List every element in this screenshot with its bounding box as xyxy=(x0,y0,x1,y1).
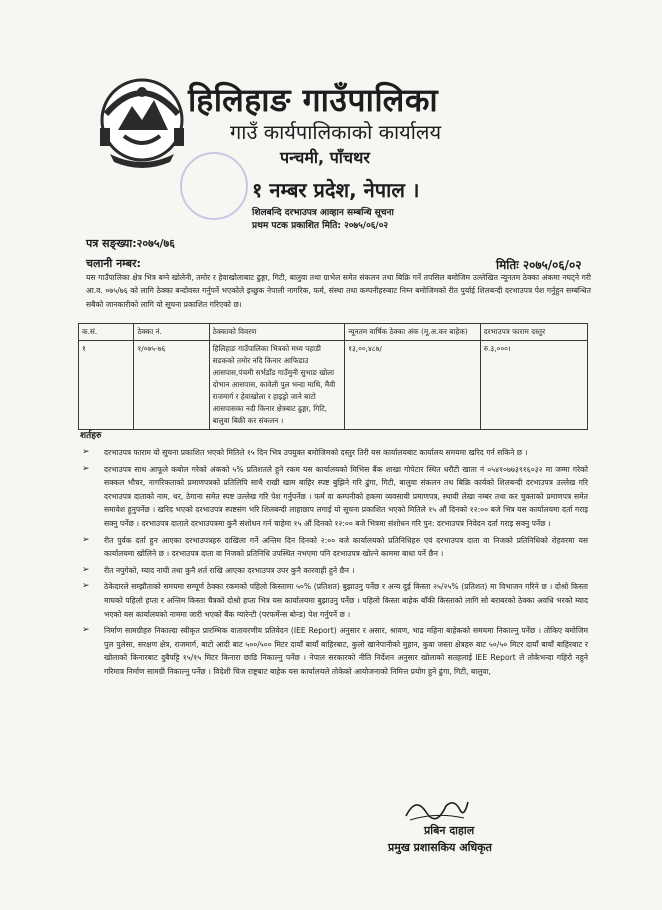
contract-table xyxy=(78,323,588,430)
reference-number: पत्र सङ्ख्या:२०७५/७६ xyxy=(86,237,175,250)
list-item xyxy=(82,580,588,621)
term-text: ठेकेदारले सम्झौताको समयमा सम्पूर्ण ठेक्का रकमको पहिलो किस्तामा ५०% (प्रतिशत) बुझाउनु पर्नेछ र अन्य दुई किस्ता २५/२५% (प्रतिशत) मा विभाजन गरिने छ । दोश्रो किस्ता माघको पहिलो हप्ता र अन्तिम किस्ता चैत्रको दोश्रो हप्ता भित्र यस कार्यालयमा बुझाउनु पर्नेछ । पहिलो किस्ता बाहेक बाँकी किस्ताको लागि सो बराबरको ठेक्का अवधि भरको म्याद भएको यस कार्यालयको नाममा जारी भएको बैंक ग्यारेन्टी (परफर्मेन्स बोन्ड) पेश गर्नुपर्ने छ । xyxy=(104,582,588,619)
arrow-bullet-icon: ➢ xyxy=(82,463,90,474)
term-text: दरभाउपत्र फाराम यो सूचना प्रकाशित भएको मितिले १५ दिन भित्र उपयुक्त बमोजिमको दस्तुर तिरी यस कार्यालयबाट कार्यालय समयमा खरिद गर्न सकिने छ । xyxy=(104,448,528,457)
column-header-description: ठेक्काको विवरण xyxy=(209,324,345,341)
cell-sn: १ xyxy=(79,341,134,430)
list-item xyxy=(82,463,588,531)
municipality-name: हिलिहाङ गाउँपालिका xyxy=(188,81,439,119)
office-location: पन्चमी, पाँचथर xyxy=(280,148,370,167)
arrow-bullet-icon: ➢ xyxy=(82,534,90,545)
office-stamp-icon xyxy=(180,152,248,220)
term-text: दरभाउपत्र साथ आफूले कबोल गरेको अंकको ५% प्रतिशतले हुने रकम यस कार्यालयको मिभिस बैंक शाखा गोपेटार स्थित धरौटी खाता नं ०५४१०७७३९१६०३२ मा जम्मा गरेको सक्कल भौचर, नागरिकताको प्रमाणपत्रको प्रतिलिपि साथै राखी खाम बाहिर स्पष्ट बुझिने गरि ढुंगा, गिटी, बालुवा संकलन तथ बिक्रि कार्यको शिलबन्दी दरभाउपत्र उल्लेख गरि दरभाउपत्र दाताको नाम, थर, ठेगाना समेत स्पष्ट उल्लेख गरि पेश गर्नुपर्नेछ । फर्म वा कम्पनीको हकमा व्यवसायी प्रमाणपत्र, स्थायी लेखा नम्बर तथा कर चुक्ताको प्रमाणपत्र समेत समावेश हुनुपर्नेछ । खरिद भएको दरभाउपत्र स्पष्टसंग भरि शिलबन्दी लाहाछाप लगाई यो सूचना प्रकाशित भएको मितिले १५ औं दिनको १२:०० बजे भित्र यस कार्यालयमा दर्ता गराइ सक्नु पर्नेछ । दरभाउपत्र दाताले दरभाउपत्रमा कुनै संशोधन गर्न चाहेमा १५ औं दिनको १२:०० बजे भित्रमा संशोधन गरि पुन: दरभाउपत्र निवेदन दर्ता गराइ सक्नु पर्नेछ । xyxy=(104,464,588,528)
term-text: रीत पुर्वक दर्ता हुन आएका दरभाउपत्रहरु दाखिला गर्ने अन्तिम दिन दिनको २:०० बजे कार्यालयको प्रतिनिधिहरु एवं दरभाउपत्र दाता वा निजको प्रतिनिधिको रोहवरमा यस कार्यालयमा खोलिने छ । दरभाउपत्र दाता वा निजको प्रतिनिधि उपस्थित नभएमा पनि दरभाउपत्र खोल्ने काममा बाधा पर्ने छैन । xyxy=(104,535,588,559)
cell-min-amount: १३,००,४८७/ xyxy=(345,341,481,430)
office-name: गाउँ कार्यपालिकाको कार्यालय xyxy=(230,120,442,144)
list-item xyxy=(82,624,588,678)
cell-form-fee: रु.३,०००। xyxy=(480,341,587,430)
arrow-bullet-icon: ➢ xyxy=(82,625,90,636)
list-item xyxy=(82,564,588,578)
list-item xyxy=(82,446,588,460)
terms-list xyxy=(82,446,588,682)
cell-description: हिलिहाङ गाउँपालिका भित्रको मध्य पहाडी सडकको तमोर नदि किनार आफिडाउ आसपास,पंचमी सर्भडाँड गाउँमुनी सुभाङ खोला दोभान आसपास, कावेली पुल भन्दा माथि, मैवी राजमार्ग र हेवाखोला र हाइड्रो जाने बाटो आसपासका नदी किनार क्षेत्रबाट ढुङ्गा, गिटि, बालुवा बिक्री कर संकलन । xyxy=(209,341,345,430)
arrow-bullet-icon: ➢ xyxy=(82,447,90,457)
signatory-title: प्रमुख प्रशासकिय अधिकृत xyxy=(388,841,492,854)
arrow-bullet-icon: ➢ xyxy=(82,564,90,575)
term-text: रीत नपुगेको, म्याद नाघी तथा कुनै शर्त राखि आएका दरभाउपत्र उपर कुनै कारवाही हुने छैन । xyxy=(104,565,355,575)
column-header-sn: क.सं. xyxy=(79,324,134,341)
intro-paragraph: यस गाउँपालिका क्षेत्र भित्र बग्ने खोलेनी, तमोर र हेवाखोलाबाट ढुङ्गा, गिटी, बालुवा तथा ग्राभेल समेत संकलन तथा बिक्रि गर्ने तपसिल बमोजिम उल्लेखित न्यूनतम ठेक्का अंकमा नघट्ने गरी आ.व. ०७५/७६ को लागि ठेक्का बन्दोवस्त गर्नुपर्ने भएकोले इच्छुक नेपाली नागरिक, फर्म, संस्था तथा कम्पनीहरुबाट निम्न बमोजिमको रीत पुर्याई शिलबन्दी दरभाउपत्र पेश गर्नुहुन सम्बन्धित सबैको जानकारीको लागि यो सूचना प्रकाशित गरिएको छ। xyxy=(86,273,591,309)
signature-scribble-icon xyxy=(402,792,472,826)
terms-heading: शर्तहरु xyxy=(80,431,102,441)
column-header-min-amount: न्यूनतम वार्षिक ठेक्का अंक (मू.अ.कर बाहेक) xyxy=(345,324,481,341)
table-row xyxy=(79,341,588,430)
term-text: निर्माण सामग्रीहरु निकाल्दा स्वीकृत प्रारम्भिक वातावरणीय प्रतिवेदन (IEE Report) अनुसार र असार, श्रावण, भाद्र महिना बाहेकको समयमा निकाल्नु पर्नेछ । तोकिए बमोजिम पुल पुलेसा, सरक्षण क्षेत्र, राजमार्ग, बाटो आदी बाट ५००/५०० मिटर दायाँ बायाँ बाहिरबाट, कुलो खानेपानीको मुहान, कुवा जस्ता क्षेत्रहरु बाट ५०/५० मिटर दायाँ बायाँ बाहिरबाट र खोलाको किनारबाट दुबैपट्टि १५/१५ मिटर किनारा छाडि निकाल्नु पर्नेछ । नेपाल सरकारको नीति निर्देशन अनुसार खोलाको सतहलाई IEE Report ले तोकेभन्दा गहिरो नहुने गरिमात्र निर्माण सामग्री निकाल्नु पर्नेछ । विदेशी चिज राष्ट्रबाट बाहेक यस कार्यालयले तोकेको आयोजनाको निमित्त प्रयोग हुने ढुंगा, गिटी, बालुवा, xyxy=(104,626,588,676)
cell-contract-no: १/०७५-७६ xyxy=(134,341,209,430)
notice-date: मितिः २०७५/०६/०२ xyxy=(496,258,582,272)
notice-title: शिलबन्दि दरभाउपत्र आव्हान सम्बन्धि सूचना xyxy=(252,208,394,218)
dispatch-number: चलानी नम्बर: xyxy=(86,257,141,270)
first-published-date: प्रथम पटक प्रकाशित मिति: २०७५/०६/०२ xyxy=(252,221,389,231)
government-emblem-icon xyxy=(96,70,188,172)
column-header-form-fee: दरभाउपत्र फाराम दस्तुर xyxy=(480,324,587,341)
column-header-contract-no: ठेक्का नं. xyxy=(134,324,209,341)
table-header-row xyxy=(79,324,588,341)
signatory-name: प्रबिन दाहाल xyxy=(424,824,475,837)
list-item xyxy=(82,534,588,561)
province-name: १ नम्बर प्रदेश, नेपाल । xyxy=(252,178,420,202)
arrow-bullet-icon: ➢ xyxy=(82,581,90,592)
